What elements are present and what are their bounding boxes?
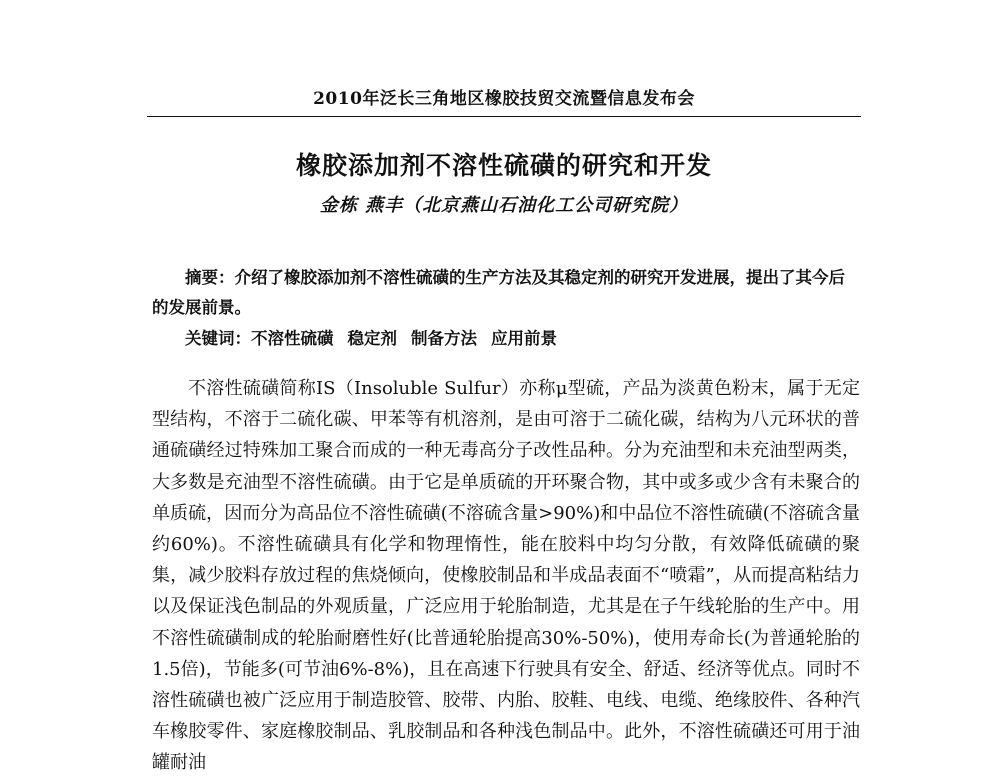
abstract [152, 263, 860, 323]
abstract-text: 介绍了橡胶添加剂不溶性硫磺的生产方法及其稳定剂的研究开发进展，提出了其今后的发展前景。 [152, 268, 845, 317]
keyword: 不溶性硫磺 [251, 329, 334, 348]
abstract-label: 摘要： [185, 268, 235, 287]
keyword: 稳定剂 [347, 329, 397, 348]
body-paragraph: 不溶性硫磺简称IS（Insoluble Sulfur）亦称μ型硫，产品为淡黄色粉末，属于无定型结构，不溶于二硫化碳、甲苯等有机溶剂，是由可溶于二硫化碳，结构为八元环状的普通硫磺经过特殊加工聚合而成的一种无毒高分子改性品种。分为充油型和未充油型两类，大多数是充油型不溶性硫磺。由于它是单质硫的开环聚合物，其中或多或少含有未聚合的单质硫，因而分为高品位不溶性硫磺(不溶硫含量>90%)和中品位不溶性硫磺(不溶硫含量约60%)。不溶性硫磺具有化学和物理惰性，能在胶料中均匀分散，有效降低硫磺的聚集，减少胶料存放过程的焦烧倾向，使橡胶制品和半成品表面不“喷霜”，从而提高粘结力以及保证浅色制品的外观质量，广泛应用于轮胎制造，尤其是在子午线轮胎的生产中。用不溶性硫磺制成的轮胎耐磨性好(比普通轮胎提高30%-50%)，使用寿命长(为普通轮胎的1.5倍)，节能多(可节油6%-8%)，且在高速下行驶具有安全、舒适、经济等优点。同时不溶性硫磺也被广泛应用于制造胶管、胶带、内胎、胶鞋、电线、电缆、绝缘胶件、各种汽车橡胶零件、家庭橡胶制品、乳胶制品和各种浅色制品中。此外，不溶性硫磺还可用于油罐耐油 [152, 378, 860, 774]
keyword: 制备方法 [411, 329, 477, 348]
paper-title: 橡胶添加剂不溶性硫磺的研究和开发 [295, 151, 712, 180]
keyword: 应用前景 [491, 329, 557, 348]
keywords-label: 关键词： [185, 329, 251, 348]
keywords [152, 325, 860, 349]
conference-header: 2010年泛长三角地区橡胶技贸交流暨信息发布会 [147, 84, 861, 117]
paper-authors: 金栋 燕丰（北京燕山石油化工公司研究院） [319, 195, 689, 216]
